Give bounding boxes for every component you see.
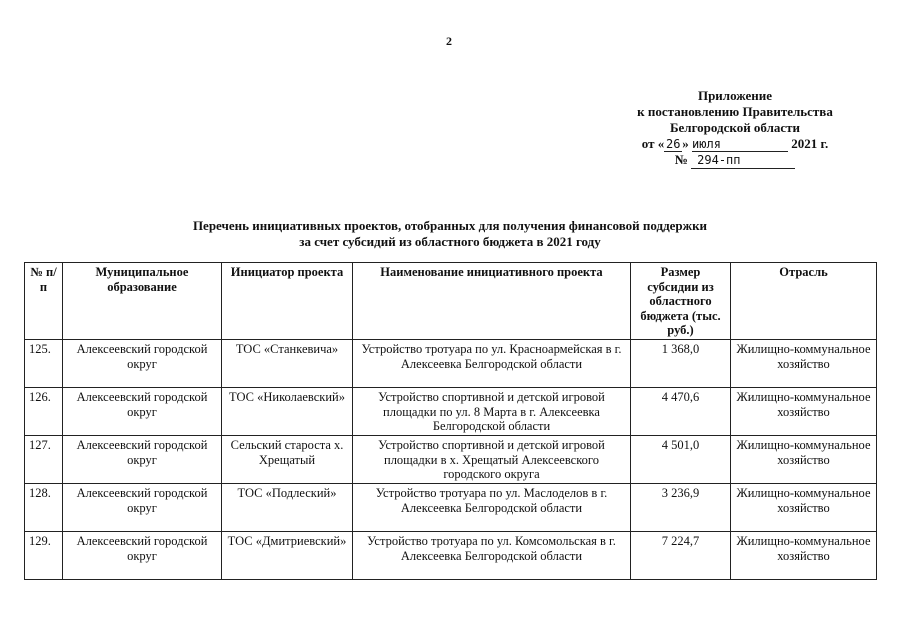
table-row: [25, 340, 877, 388]
header-row: [25, 263, 877, 340]
header-municipality: Муниципальное образование: [63, 263, 222, 340]
cell-number: 126.: [25, 388, 63, 436]
cell-amount: 7 224,7: [631, 532, 731, 580]
date-prefix: от «: [641, 136, 665, 151]
appendix-date-line: [600, 136, 870, 152]
cell-initiator: ТОС «Дмитриевский»: [222, 532, 353, 580]
cell-initiator: ТОС «Подлеский»: [222, 484, 353, 532]
cell-project: Устройство тротуара по ул. Маслоделов в г. Алексеевка Белгородской области: [353, 484, 631, 532]
table-row: [25, 532, 877, 580]
cell-sector: Жилищно-коммунальное хозяйство: [731, 340, 877, 388]
header-amount: Размер субсидии из областного бюджета (тыс. руб.): [631, 263, 731, 340]
appendix-region-line: Белгородской области: [669, 120, 801, 135]
projects-table: [24, 262, 877, 580]
page-number: 2: [446, 34, 452, 48]
cell-municipality: Алексеевский городской округ: [63, 532, 222, 580]
header-sector: Отрасль: [731, 263, 877, 340]
cell-municipality: Алексеевский городской округ: [63, 484, 222, 532]
cell-number: 128.: [25, 484, 63, 532]
decree-number: 294-пп: [691, 152, 795, 169]
appendix-block: [600, 88, 870, 169]
document-title: [120, 218, 780, 250]
cell-initiator: Сельский староста х. Хрещатый: [222, 436, 353, 484]
cell-sector: Жилищно-коммунальное хозяйство: [731, 388, 877, 436]
cell-number: 127.: [25, 436, 63, 484]
cell-project: Устройство спортивной и детской игровой площадки по ул. 8 Марта в г. Алексеевка Белгородской области: [353, 388, 631, 436]
cell-number: 129.: [25, 532, 63, 580]
date-day: 26: [666, 137, 681, 151]
appendix-decree-line: к постановлению Правительства: [637, 104, 833, 119]
date-mid: »: [682, 136, 689, 151]
cell-project: Устройство тротуара по ул. Комсомольская в г. Алексеевка Белгородской области: [353, 532, 631, 580]
header-initiator: Инициатор проекта: [222, 263, 353, 340]
table-body: [25, 340, 877, 580]
cell-amount: 4 501,0: [631, 436, 731, 484]
appendix-title: Приложение: [697, 88, 773, 103]
cell-municipality: Алексеевский городской округ: [63, 388, 222, 436]
table-row: [25, 484, 877, 532]
date-year: 2021 г.: [791, 136, 829, 151]
document-title-line2: за счет субсидий из областного бюджета в 2021 году: [299, 234, 601, 249]
table-header: [25, 263, 877, 340]
cell-project: Устройство тротуара по ул. Красноармейская в г. Алексеевка Белгородской области: [353, 340, 631, 388]
cell-project: Устройство спортивной и детской игровой площадки в х. Хрещатый Алексеевского городского округа: [353, 436, 631, 484]
cell-initiator: ТОС «Николаевский»: [222, 388, 353, 436]
table-row: [25, 436, 877, 484]
cell-amount: 1 368,0: [631, 340, 731, 388]
cell-number: 125.: [25, 340, 63, 388]
cell-sector: Жилищно-коммунальное хозяйство: [731, 484, 877, 532]
table-row: [25, 388, 877, 436]
number-prefix: №: [674, 152, 688, 167]
date-month: июля: [692, 138, 788, 152]
cell-sector: Жилищно-коммунальное хозяйство: [731, 436, 877, 484]
cell-sector: Жилищно-коммунальное хозяйство: [731, 532, 877, 580]
appendix-number-line: [600, 152, 870, 169]
document-title-line1: Перечень инициативных проектов, отобранных для получения финансовой поддержки: [192, 218, 708, 233]
cell-initiator: ТОС «Станкевича»: [222, 340, 353, 388]
cell-amount: 4 470,6: [631, 388, 731, 436]
header-number: № п/п: [25, 263, 63, 340]
cell-municipality: Алексеевский городской округ: [63, 340, 222, 388]
header-project: Наименование инициативного проекта: [353, 263, 631, 340]
cell-municipality: Алексеевский городской округ: [63, 436, 222, 484]
cell-amount: 3 236,9: [631, 484, 731, 532]
